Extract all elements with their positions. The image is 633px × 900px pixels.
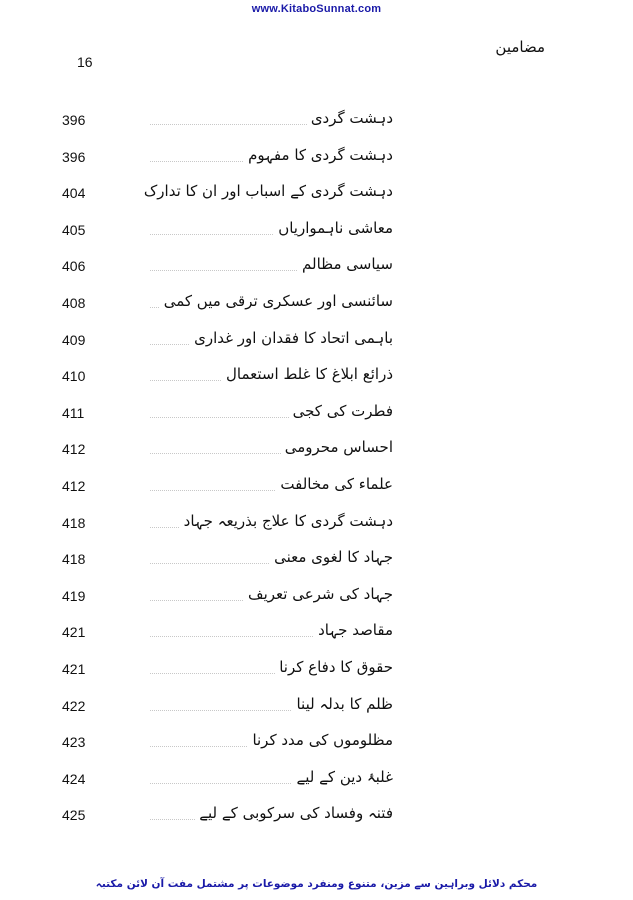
toc-entry [0,765,633,795]
toc-page-number: 409 [62,331,86,348]
toc-page-number: 405 [62,221,86,238]
toc-entry [0,216,633,246]
toc-page-number: 425 [62,807,86,824]
toc-page-number: 404 [62,185,86,202]
toc-page-number: 419 [62,587,86,604]
toc-entry [0,289,633,319]
toc-entry [0,435,633,465]
toc-title: مقاصد جہاد [314,618,393,642]
toc-page-number: 396 [62,112,86,128]
toc-title: دہشت گردی کے اسباب اور ان کا تدارک [140,179,393,203]
toc-title: دہشت گردی کا علاج بذریعہ جہاد [180,509,393,533]
toc-title: غلبۂ دین کے لیے [292,765,393,789]
toc-page-number: 411 [62,404,85,421]
toc-page-number: 396 [62,148,86,165]
toc-page-number: 406 [62,258,86,275]
toc-entry [0,143,633,173]
toc-entry [0,326,633,356]
toc-page-number: 412 [62,441,86,458]
toc-entry [0,801,633,831]
toc-page-number: 421 [62,624,86,641]
toc-title: فتنہ وفساد کی سرکوبی کے لیے [195,801,393,825]
toc-title: دہشت گردی [307,106,393,130]
toc-title: سیاسی مظالم [298,252,393,276]
toc-entry [0,545,633,575]
toc-title: مظلوموں کی مدد کرنا [248,728,393,752]
toc-entry [0,655,633,685]
toc-entry [0,509,633,539]
section-heading: مضامین [495,38,545,56]
toc-title: دہشت گردی کا مفہوم [244,143,393,167]
toc-entry [0,252,633,282]
toc-page-number: 410 [62,368,86,385]
toc-entry [0,106,633,136]
toc-title: ظلم کا بدلہ لینا [292,692,393,716]
toc-page-number: 418 [62,551,86,568]
toc-entry [0,362,633,392]
header-url[interactable]: www.KitaboSunnat.com [251,3,382,15]
toc-page-number: 422 [62,697,86,714]
toc-entry [0,179,633,209]
page-number: 16 [77,54,93,70]
toc-page-number: 408 [62,295,86,311]
toc-page-number: 412 [62,478,86,494]
toc-title: معاشی ناہمواریاں [274,216,393,240]
toc-page-number: 423 [62,734,86,751]
footer-tagline: محکم دلائل وبراہین سے مزین، متنوع ومنفرد موضوعات پر مشتمل مفت آن لائن مکتبہ [95,878,538,890]
toc-title: جہاد کا لغوی معنی [270,545,393,569]
toc-title: سائنسی اور عسکری ترقی میں کمی [160,289,393,313]
toc-title: علماء کی مخالفت [276,472,393,496]
toc-title: جہاد کی شرعی تعریف [244,582,393,606]
toc-title: احساس محرومی [281,435,393,459]
toc-page-number: 418 [62,514,86,531]
toc-entry [0,728,633,758]
toc-entry [0,618,633,648]
toc-page-number: 424 [62,770,86,787]
toc-entry [0,692,633,722]
toc-title: حقوق کا دفاع کرنا [275,655,393,679]
toc-title: ذرائع ابلاغ کا غلط استعمال [222,362,393,386]
toc-page-number: 421 [62,661,86,677]
toc-title: باہمی اتحاد کا فقدان اور غداری [190,326,393,350]
toc-title: فطرت کی کجی [289,399,393,423]
toc-entry [0,582,633,612]
toc-entry [0,399,633,429]
toc-entry [0,472,633,502]
